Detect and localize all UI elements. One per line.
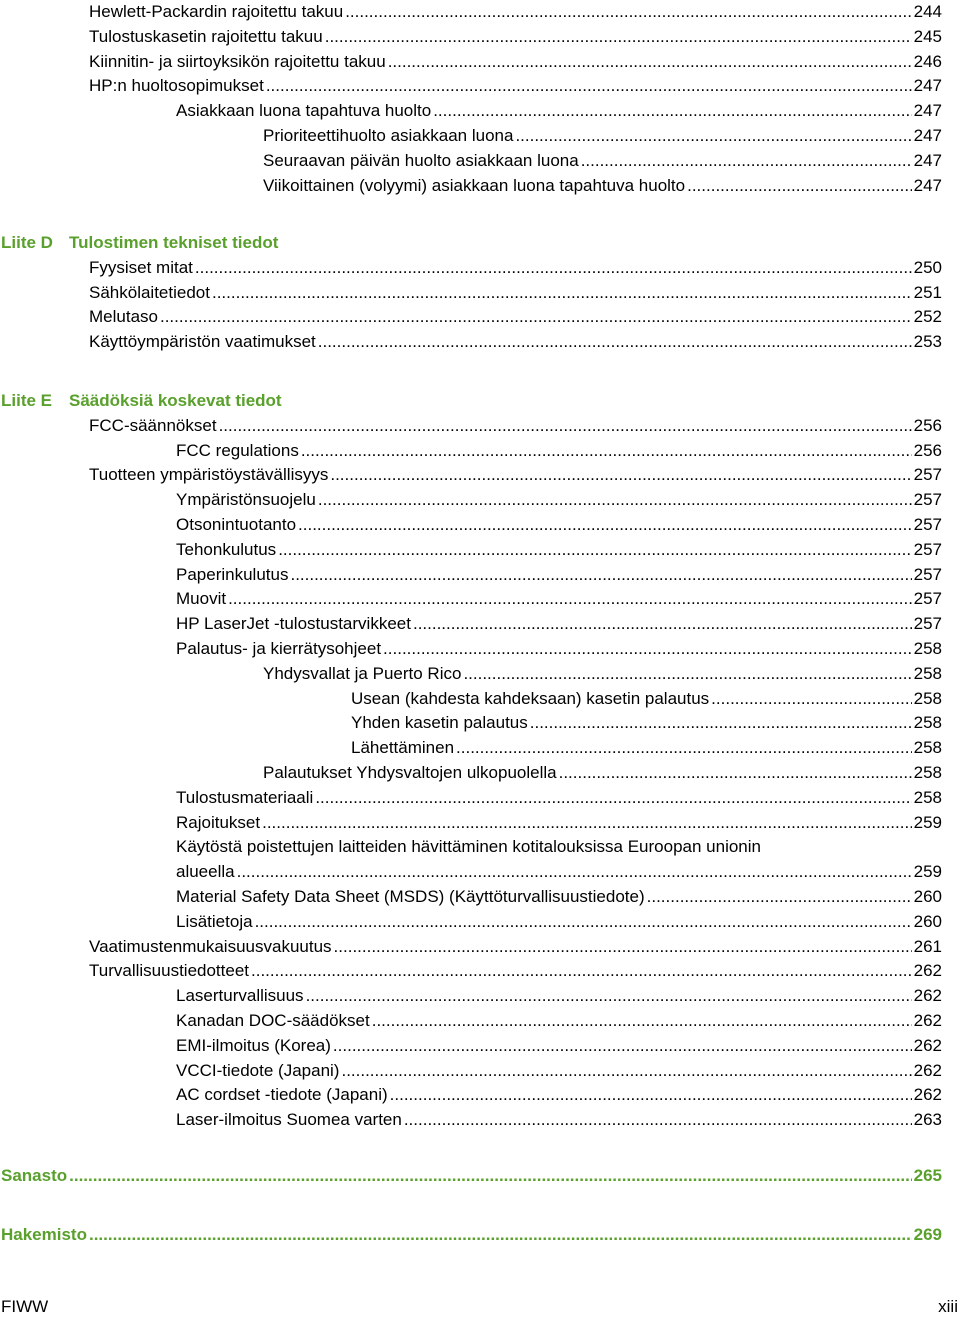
toc-entry-title: HP:n huoltosopimukset [89,76,264,96]
glossary-entry[interactable] [0,1161,942,1186]
toc-entry-title: FCC regulations [176,440,299,460]
dot-leader [383,639,912,659]
toc-entry-title: Tuotteen ympäristöystävällisyys [89,465,329,485]
toc-entry[interactable] [0,932,942,957]
dot-leader [251,961,912,981]
toc-entry-page: 257 [913,515,942,534]
toc-entry-page: 252 [913,307,942,327]
toc-entry-title: Material Safety Data Sheet (MSDS) (Käyttöturvallisuustiedote) [176,887,645,906]
toc-entry-page: 257 [913,490,942,510]
footer-left: FIWW [1,1297,49,1316]
toc-entry-title: Asiakkaan luona tapahtuva huolto [176,101,432,121]
toc-entry-title: Kanadan DOC-säädökset [176,1011,370,1030]
toc-entry-page: 257 [913,539,942,559]
dot-leader [212,283,912,303]
dot-leader [315,788,911,808]
dot-leader [237,862,912,882]
toc-entry[interactable] [0,1031,942,1056]
toc-entry-page: 269 [913,1225,942,1244]
toc-entry[interactable] [0,327,942,352]
dot-leader [515,126,911,146]
toc-entry-page: 258 [913,738,942,758]
toc-entry[interactable] [0,411,942,436]
dot-leader [433,101,911,121]
appendix-e-heading [1,386,282,411]
toc-entry-title: Melutaso [89,307,158,327]
dot-leader [318,490,912,510]
toc-entry-title: AC cordset -tiedote (Japani) [176,1085,388,1105]
toc-entry-title: Käyttöympäristön vaatimukset [89,332,316,352]
toc-entry-title-line1 [0,832,942,857]
dot-leader [711,689,911,709]
dot-leader [330,465,911,485]
toc-entry-title: Laserturvallisuus [176,986,304,1006]
toc-entry-page: 257 [913,465,942,485]
toc-entry[interactable] [0,609,942,634]
toc-entry-title: Yhdysvallat ja Puerto Rico [263,663,462,683]
toc-entry-page: 262 [913,986,942,1006]
toc-entry-title: Ympäristönsuojelu [176,490,316,510]
toc-entry-title: Fyysiset mitat [89,257,193,277]
toc-entry[interactable] [0,71,942,96]
appendix-label: Liite D [1,233,53,252]
toc-entry-title: VCCI-tiedote (Japani) [176,1060,340,1080]
dot-leader [372,1011,912,1031]
toc-entry-page: 261 [913,936,942,956]
toc-entry-title: Laser-ilmoitus Suomea varten [176,1110,402,1130]
toc-entry-page: 251 [913,282,942,302]
toc-entry-page: 258 [913,713,942,733]
toc-entry-title: Hewlett-Packardin rajoitettu takuu [89,2,344,21]
dot-leader [228,589,912,609]
toc-entry-page: 257 [913,564,942,584]
toc-entry[interactable] [0,1105,942,1130]
toc-entry[interactable] [0,634,942,659]
toc-entry-page: 247 [913,175,942,195]
dot-leader [463,664,911,684]
toc-entry-page: 244 [913,2,942,21]
toc-entry-title: Viikoittainen (volyymi) asiakkaan luona tapahtuva huolto [263,175,686,195]
toc-entry[interactable] [0,1056,942,1081]
toc-entry-page: 263 [913,1110,942,1130]
toc-entry-page: 259 [913,812,942,832]
dot-leader [390,1085,912,1105]
toc-entry[interactable] [0,121,942,146]
toc-entry-page: 257 [913,589,942,609]
toc-entry[interactable] [0,47,942,72]
dot-leader [404,1110,912,1130]
toc-entry[interactable] [0,460,942,485]
toc-entry-title: Rajoitukset [176,812,261,832]
toc-entry[interactable] [0,808,942,833]
toc-entry-title: Lähettäminen [351,738,455,758]
toc-entry[interactable] [0,1080,942,1105]
toc-entry-page: 262 [913,1060,942,1080]
dot-leader [647,887,912,907]
toc-entry[interactable] [0,584,942,609]
toc-entry-page: 260 [913,887,942,906]
toc-entry-title: Tulostuskasetin rajoitettu takuu [89,26,323,46]
dot-leader [301,441,912,461]
appendix-title: Säädöksiä koskevat tiedot [69,391,282,410]
dot-leader [290,565,911,585]
toc-entry[interactable] [0,278,942,303]
toc-entry[interactable] [0,253,942,278]
dot-leader [456,738,912,758]
toc-entry[interactable] [0,302,942,327]
toc-entry-title: Otsonintuotanto [176,515,297,534]
toc-entry-title: Kiinnitin- ja siirtoyksikön rajoitettu takuu [89,51,386,71]
toc-entry-page: 250 [913,257,942,277]
toc-entry-page: 245 [913,26,942,46]
toc-entry-title: Yhden kasetin palautus [351,713,528,733]
toc-entry-page: 258 [913,763,942,782]
toc-entry-page: 262 [913,1085,942,1105]
toc-entry[interactable] [0,882,942,907]
toc-entry-page: 247 [913,150,942,170]
toc-entry-page: 256 [913,415,942,435]
toc-entry-page: 265 [913,1166,942,1185]
toc-entry[interactable] [0,1006,942,1031]
toc-entry-title: Seuraavan päivän huolto asiakkaan luona [263,150,579,170]
toc-entry-page: 246 [913,51,942,71]
toc-entry-page: 259 [913,862,942,882]
toc-entry[interactable] [0,659,942,684]
toc-entry-title: Prioriteettihuolto asiakkaan luona [263,126,514,145]
toc-entry-title: Usean (kahdesta kahdeksaan) kasetin palautus [351,688,710,708]
toc-entry-page: 258 [913,688,942,708]
index-entry[interactable] [0,1220,942,1245]
toc-entry[interactable] [0,22,942,47]
appendix-title: Tulostimen tekniset tiedot [69,233,279,252]
toc-entry-title: Sanasto [1,1166,68,1185]
toc-entry[interactable] [0,708,942,733]
toc-entry-page: 260 [913,911,942,931]
toc-entry-title: FCC-säännökset [89,415,217,435]
toc-entry[interactable] [0,171,942,196]
toc-entry-title: Tehonkulutus [176,539,277,559]
toc-entry-title: Muovit [176,589,227,609]
toc-entry-title: Tulostusmateriaali [176,787,314,807]
toc-entry-page: 257 [913,614,942,634]
toc-entry-page: 256 [913,440,942,460]
toc-entry-page: 247 [913,76,942,96]
dot-leader [219,416,912,436]
toc-entry[interactable] [0,956,942,981]
toc-entry[interactable] [0,146,942,171]
dot-leader [306,986,912,1006]
toc-entry-page: 262 [913,961,942,981]
dot-leader [298,515,912,535]
toc-entry-title: Hakemisto [1,1225,87,1244]
toc-entry-title: Käytöstä poistettujen laitteiden hävittäminen kotitalouksissa Euroopan unionin [176,837,761,857]
dot-leader [89,1225,912,1245]
dot-leader [581,151,912,171]
dot-leader [195,258,912,278]
appendix-d-heading [1,228,278,253]
dot-leader [255,912,912,932]
toc-entry-page: 262 [913,1035,942,1055]
dot-leader [262,813,912,833]
toc-entry[interactable] [0,535,942,560]
toc-entry-title: Turvallisuustiedotteet [89,961,250,981]
dot-leader [388,52,912,72]
toc-entry-page: 258 [913,663,942,683]
toc-entry[interactable] [0,733,942,758]
toc-entry-title: Palautukset Yhdysvaltojen ulkopuolella [263,763,557,782]
toc-entry[interactable] [0,96,942,121]
toc-entry[interactable] [0,758,942,783]
toc-entry[interactable] [0,0,942,22]
appendix-label: Liite E [1,391,53,410]
dot-leader [333,1036,912,1056]
toc-entry-title: Lisätietoja [176,911,253,931]
toc-entry-title: Vaatimustenmukaisuusvakuutus [89,936,332,956]
dot-leader [530,713,912,733]
toc-entry[interactable] [0,783,942,808]
toc-entry[interactable] [0,510,942,535]
dot-leader [69,1166,911,1186]
toc-entry-title: EMI-ilmoitus (Korea) [176,1035,331,1055]
toc-entry-page: 247 [913,101,942,121]
dot-leader [345,2,911,22]
toc-entry-page: 258 [913,639,942,658]
toc-entry-page: 247 [913,126,942,145]
toc-entry-page: 258 [913,787,942,807]
dot-leader [160,307,912,327]
toc-entry[interactable] [0,857,942,882]
toc-entry[interactable] [0,485,942,510]
toc-entry-title: Paperinkulutus [176,564,289,584]
toc-entry[interactable] [0,560,942,585]
dot-leader [318,332,912,352]
toc-entry-title: Sähkölaitetiedot [89,282,210,302]
dot-leader [278,540,911,560]
footer-page-number: xiii [938,1297,958,1316]
dot-leader [687,176,912,196]
dot-leader [341,1061,911,1081]
toc-entry-title: Palautus- ja kierrätysohjeet [176,639,382,658]
toc-entry-page: 253 [913,332,942,352]
toc-entry[interactable] [0,684,942,709]
dot-leader [334,937,912,957]
toc-entry-title-line2: alueella [176,862,235,882]
dot-leader [413,614,912,634]
toc-entry[interactable] [0,981,942,1006]
toc-entry-title: HP LaserJet -tulostustarvikkeet [176,614,411,634]
dot-leader [559,763,912,783]
toc-entry[interactable] [0,436,942,461]
toc-entry[interactable] [0,907,942,932]
dot-leader [266,76,912,96]
toc-entry-page: 262 [913,1011,942,1030]
dot-leader [325,27,912,47]
